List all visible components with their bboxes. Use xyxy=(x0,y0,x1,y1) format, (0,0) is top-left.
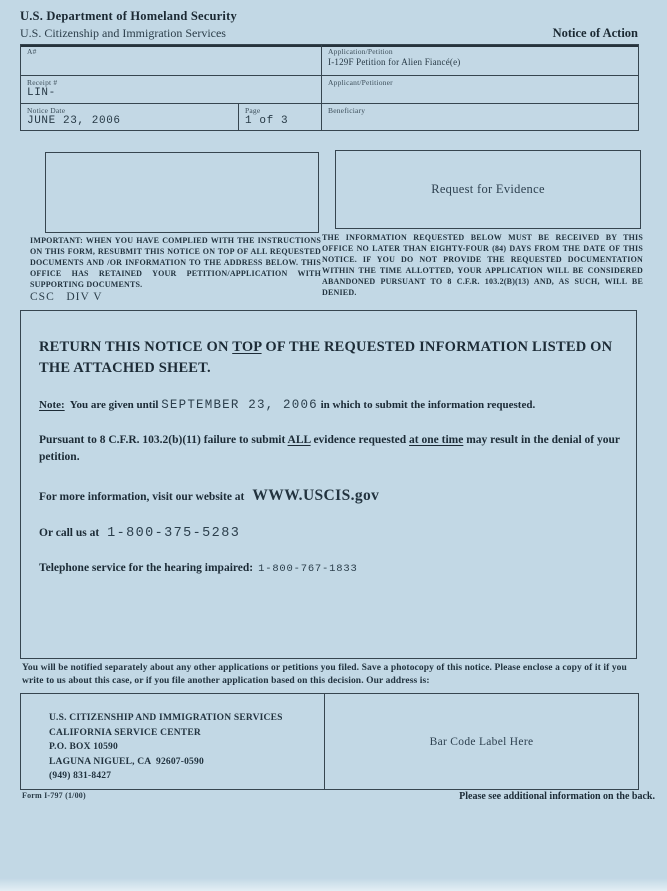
pursuant-all-underlined: ALL xyxy=(287,434,311,446)
see-back-note: Please see additional information on the back. xyxy=(459,791,655,802)
notice-title-box xyxy=(335,150,641,229)
page-label: Page xyxy=(245,106,261,115)
note-label: Note: xyxy=(39,399,65,411)
application-value: I-129F Petition for Alien Fiancé(e) xyxy=(328,57,461,67)
receipt-label: Receipt # xyxy=(27,78,58,87)
deadline-date: SEPTEMBER 23, 2006 xyxy=(161,398,318,412)
service-name: U.S. Citizenship and Immigration Services xyxy=(20,26,226,40)
pursuant-text: Pursuant to 8 C.F.R. 103.2(b)(11) failure to submit xyxy=(39,434,288,446)
address-line: LAGUNA NIGUEL, CA 92607-0590 xyxy=(49,756,204,767)
pursuant-onetime-underlined: at one time xyxy=(409,434,464,446)
office-code: CSC DIV V xyxy=(30,291,103,303)
barcode-placeholder-label: Bar Code Label Here xyxy=(429,735,534,748)
important-instructions-note: IMPORTANT: WHEN YOU HAVE COMPLIED WITH THE INSTRUCTIONS ON THIS FORM, RESUBMIT THIS NOTICE ON TOP OF ALL REQUESTED DOCUMENTS AND /OR INFORMATION TO THE ADDRESS BELOW. THIS OFFICE HAS RETAINED YOUR PETITION/APPLICATION WITH SUPPORTING DOCUMENTS. xyxy=(30,236,321,289)
notice-date-value: JUNE 23, 2006 xyxy=(27,115,121,127)
a-number-cell xyxy=(21,45,321,75)
receipt-value: LIN- xyxy=(27,87,56,99)
notice-date-cell xyxy=(21,104,238,130)
pursuant-text: may result in the denial of your petition. xyxy=(39,434,620,463)
table-row xyxy=(21,75,638,103)
form-number: Form I-797 (1/00) xyxy=(22,791,86,800)
website-line xyxy=(39,487,618,505)
heading-text: RETURN THIS NOTICE ON xyxy=(39,339,233,355)
notice-type-title: Notice of Action xyxy=(552,26,638,40)
tty-phone-number: 1-800-767-1833 xyxy=(258,563,358,575)
address-line: CALIFORNIA SERVICE CENTER xyxy=(49,727,201,738)
application-label: Application/Petition xyxy=(328,47,393,56)
receipt-cell xyxy=(21,76,321,103)
phone-number: 1-800-375-5283 xyxy=(107,526,241,541)
agency-name: U.S. Department of Homeland Security xyxy=(20,9,237,23)
notice-date-label: Notice Date xyxy=(27,106,66,115)
phone-line xyxy=(39,526,618,541)
address-line: (949) 831-8427 xyxy=(49,771,112,781)
page-value: 1 of 3 xyxy=(245,115,289,127)
letterhead xyxy=(20,9,638,47)
note-text: You are given until xyxy=(64,399,162,411)
separate-notification-note: You will be notified separately about any other applications or petitions you filed. Save a photocopy of this notice. Please enclose a copy of it if you write to us about this case, or if you file another application based on this decision. Our address is: xyxy=(22,663,627,686)
application-cell xyxy=(321,45,638,75)
heading-top-underlined: TOP xyxy=(232,339,262,355)
return-notice-heading xyxy=(39,337,631,379)
tty-label: Telephone service for the hearing impaired: xyxy=(39,562,254,574)
deadline-warning-note: THE INFORMATION REQUESTED BELOW MUST BE RECEIVED BY THIS OFFICE NO LATER THAN EIGHTY-FOUR (84) DAYS FROM THE DATE OF THIS NOTICE. IF YOU DO NOT PROVIDE THE REQUESTED DOCUMENTATION WITHIN THE TIME ALLOTTED, YOUR APPLICATION WILL BE CONSIDERED ABANDONED PURSUANT TO 8 C.F.R. 103.2(B)(13) AND, AS SUCH, WILL BE DENIED. xyxy=(322,233,643,297)
table-row xyxy=(21,45,638,75)
address-line: U.S. CITIZENSHIP AND IMMIGRATION SERVICES xyxy=(49,713,283,723)
page-cell xyxy=(238,104,321,130)
case-info-table xyxy=(20,44,639,131)
phone-label: Or call us at xyxy=(39,527,100,539)
website-label: For more information, visit our website at xyxy=(39,491,245,503)
pursuant-paragraph xyxy=(39,432,627,466)
pursuant-text: evidence requested xyxy=(310,434,410,446)
table-row xyxy=(21,103,638,130)
return-address-box xyxy=(20,693,639,790)
tty-line xyxy=(39,562,618,575)
beneficiary-cell xyxy=(321,104,638,130)
a-number-label: A# xyxy=(27,47,37,56)
heading-text: OF THE REQUESTED INFORMATION LISTED ON THE ATTACHED SHEET. xyxy=(39,339,613,376)
address-line: P.O. BOX 10590 xyxy=(49,742,118,752)
main-notice-box xyxy=(20,310,637,659)
empty-address-window-box xyxy=(45,152,319,233)
beneficiary-label: Beneficiary xyxy=(328,106,366,115)
request-for-evidence-title: Request for Evidence xyxy=(431,182,545,196)
applicant-cell xyxy=(321,76,638,103)
applicant-label: Applicant/Petitioner xyxy=(328,78,393,87)
paper-bottom-edge xyxy=(0,878,667,891)
barcode-area xyxy=(325,694,638,789)
service-center-address xyxy=(21,694,325,789)
uscis-website-link: WWW.USCIS.gov xyxy=(252,487,380,504)
deadline-note-line xyxy=(39,398,618,412)
note-text: in which to submit the information requested. xyxy=(317,399,536,411)
